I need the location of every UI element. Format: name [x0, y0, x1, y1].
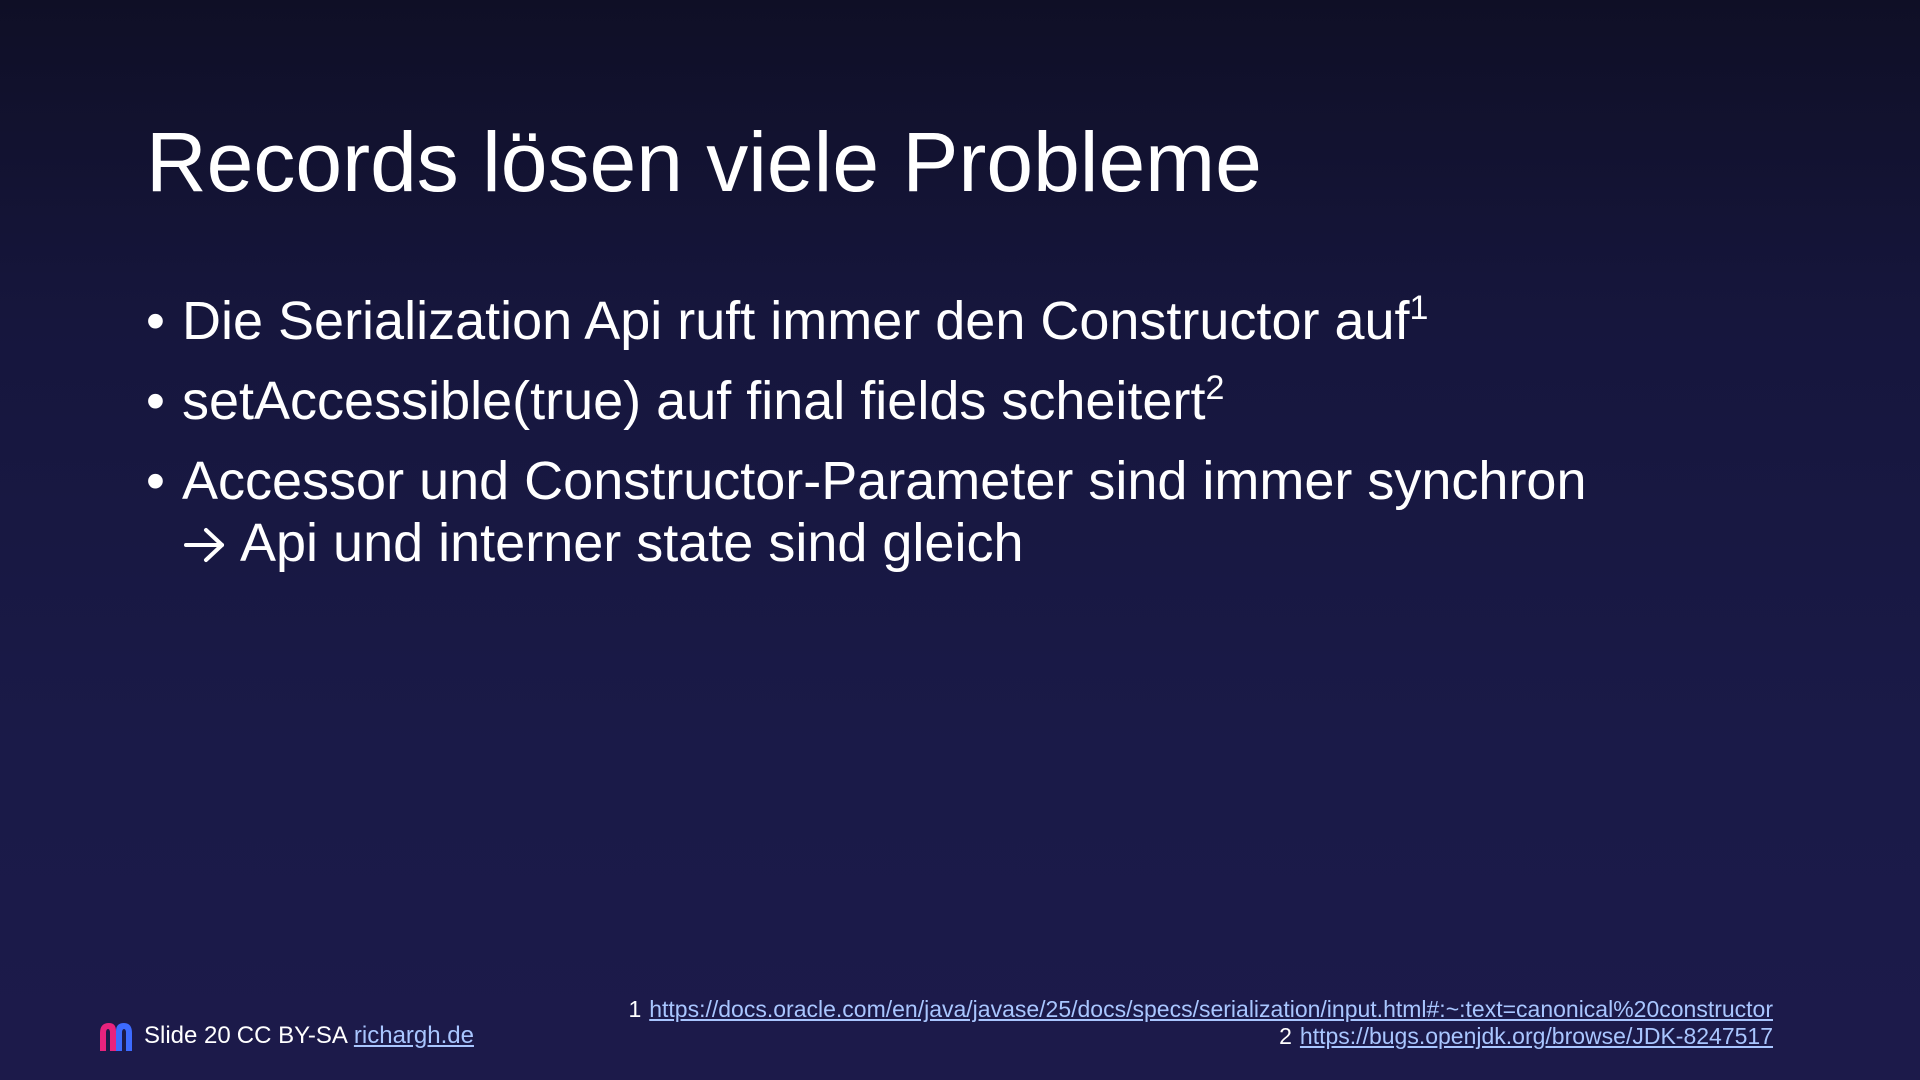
reference-number: 1	[628, 996, 642, 1022]
bullet-list	[146, 290, 1587, 592]
bullet-item-accessor	[146, 450, 1587, 574]
m-logo-icon	[98, 1021, 134, 1051]
bullet-text: Die Serialization Api ruft immer den Constructor auf	[182, 291, 1410, 351]
license-label: CC BY-SA	[236, 1022, 348, 1049]
reference-link-openjdk[interactable]: https://bugs.openjdk.org/browse/JDK-8247517	[1299, 1023, 1773, 1049]
continuation-text: Api und interner state sind gleich	[240, 513, 1024, 573]
slide-number: Slide 20	[144, 1022, 231, 1049]
bullet-dot-icon: •	[146, 371, 165, 431]
reference-1	[628, 996, 1773, 1023]
footnote-references	[628, 996, 1773, 1050]
bullet-text: setAccessible(true) auf final fields scheitert	[182, 371, 1206, 431]
site-link[interactable]: richargh.de	[353, 1022, 474, 1049]
footer-text	[144, 1022, 474, 1050]
bullet-dot-icon: •	[146, 451, 165, 511]
bullet-text: Accessor und Constructor-Parameter sind immer synchron	[182, 451, 1587, 511]
slide-title: Records lösen viele Probleme	[146, 115, 1262, 209]
bullet-continuation	[182, 512, 1587, 574]
reference-number: 2	[1279, 1023, 1292, 1049]
reference-link-oracle[interactable]: https://docs.oracle.com/en/java/javase/25/docs/specs/serialization/input.html#:~:text=canonical%20constructor	[649, 996, 1773, 1022]
reference-2	[628, 1023, 1773, 1050]
right-arrow-icon	[182, 512, 228, 574]
bullet-item-serialization	[146, 290, 1587, 352]
slide-footer	[98, 1020, 474, 1052]
bullet-dot-icon: •	[146, 291, 165, 351]
bullet-item-setaccessible	[146, 370, 1587, 432]
footnote-marker: 1	[1409, 289, 1429, 327]
footnote-marker: 2	[1205, 369, 1225, 407]
